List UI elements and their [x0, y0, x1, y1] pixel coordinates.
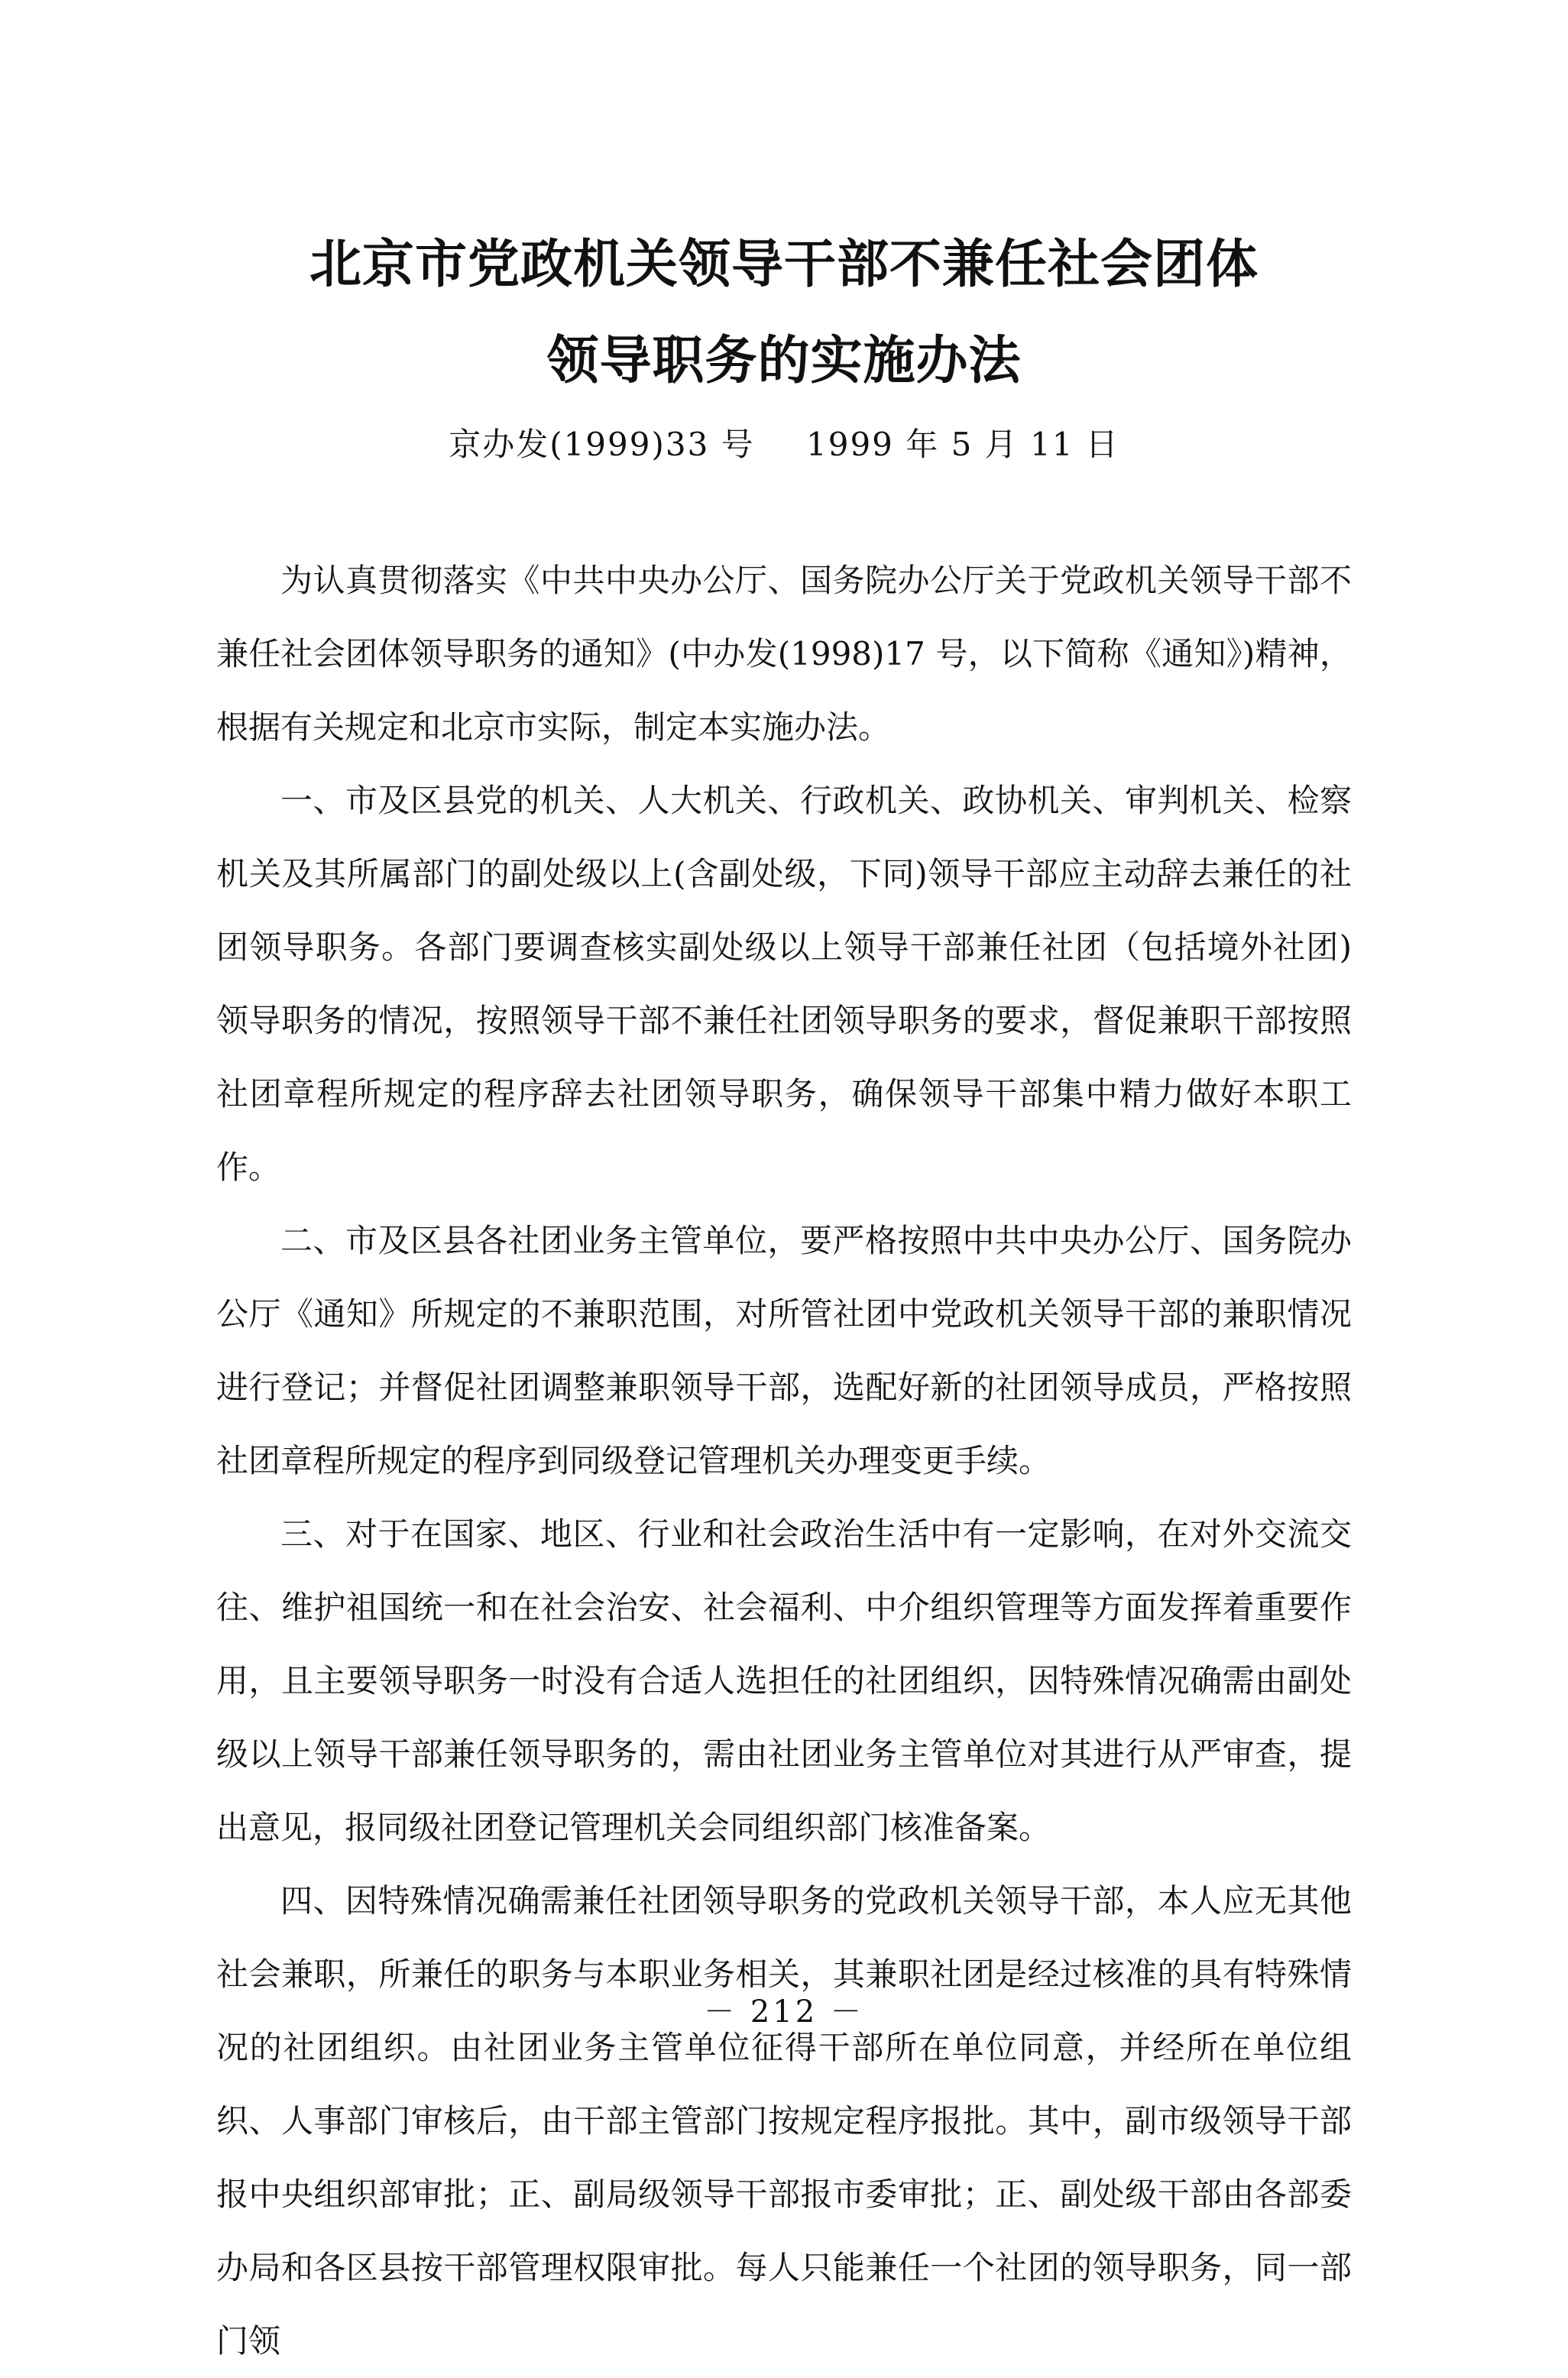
document-subtitle — [0, 426, 1568, 463]
document-date: 1999 年 5 月 11 日 — [806, 426, 1119, 463]
paragraph-intro: 为认真贯彻落实《中共中央办公厅、国务院办公厅关于党政机关领导干部不兼任社会团体领导职务的通知》(中办发(1998)17 号，以下简称《通知》)精神，根据有关规定和北京市实际，制定本实施办法。 — [216, 562, 1352, 746]
paragraph-article-3: 三、对于在国家、地区、行业和社会政治生活中有一定影响，在对外交流交往、维护祖国统一和在社会治安、社会福利、中介组织管理等方面发挥着重要作用，且主要领导职务一时没有合适人选担任的社团组织，因特殊情况确需由副处级以上领导干部兼任领导职务的，需由社团业务主管单位对其进行从严审查，提出意见，报同级社团登记管理机关会同组织部门核准备案。 — [216, 1515, 1352, 1846]
document-title-line1: 北京市党政机关领导干部不兼任社会团体 — [309, 234, 1259, 295]
paragraph-article-1: 一、市及区县党的机关、人大机关、行政机关、政协机关、审判机关、检察机关及其所属部门的副处级以上(含副处级，下同)领导干部应主动辞去兼任的社团领导职务。各部门要调查核实副处级以上领导干部兼任社团（包括境外社团)领导职务的情况，按照领导干部不兼任社团领导职务的要求，督促兼职干部按照社团章程所规定的程序辞去社团领导职务，确保领导干部集中精力做好本职工作。 — [216, 782, 1352, 1186]
document-title-line2: 领导职务的实施办法 — [546, 330, 1022, 391]
document-body — [216, 544, 1352, 2378]
paragraph-article-2: 二、市及区县各社团业务主管单位，要严格按照中共中央办公厅、国务院办公厅《通知》所规定的不兼职范围，对所管社团中党政机关领导干部的兼职情况进行登记；并督促社团调整兼职领导干部，选配好新的社团领导成员，严格按照社团章程所规定的程序到同级登记管理机关办理变更手续。 — [216, 1222, 1352, 1479]
document-number: 京办发(1999)33 号 — [449, 426, 755, 463]
page-number: － 212 － — [704, 1994, 864, 2030]
paragraph-article-4: 四、因特殊情况确需兼任社团领导职务的党政机关领导干部，本人应无其他社会兼职，所兼任的职务与本职业务相关，其兼职社团是经过核准的具有特殊情况的社团组织。由社团业务主管单位征得干部所在单位同意，并经所在单位组织、人事部门审核后，由干部主管部门按规定程序报批。其中，副市级领导干部报中央组织部审批；正、副局级领导干部报市委审批；正、副处级干部由各部委办局和各区县按干部管理权限审批。每人只能兼任一个社团的领导职务，同一部门领 — [216, 1882, 1352, 2360]
